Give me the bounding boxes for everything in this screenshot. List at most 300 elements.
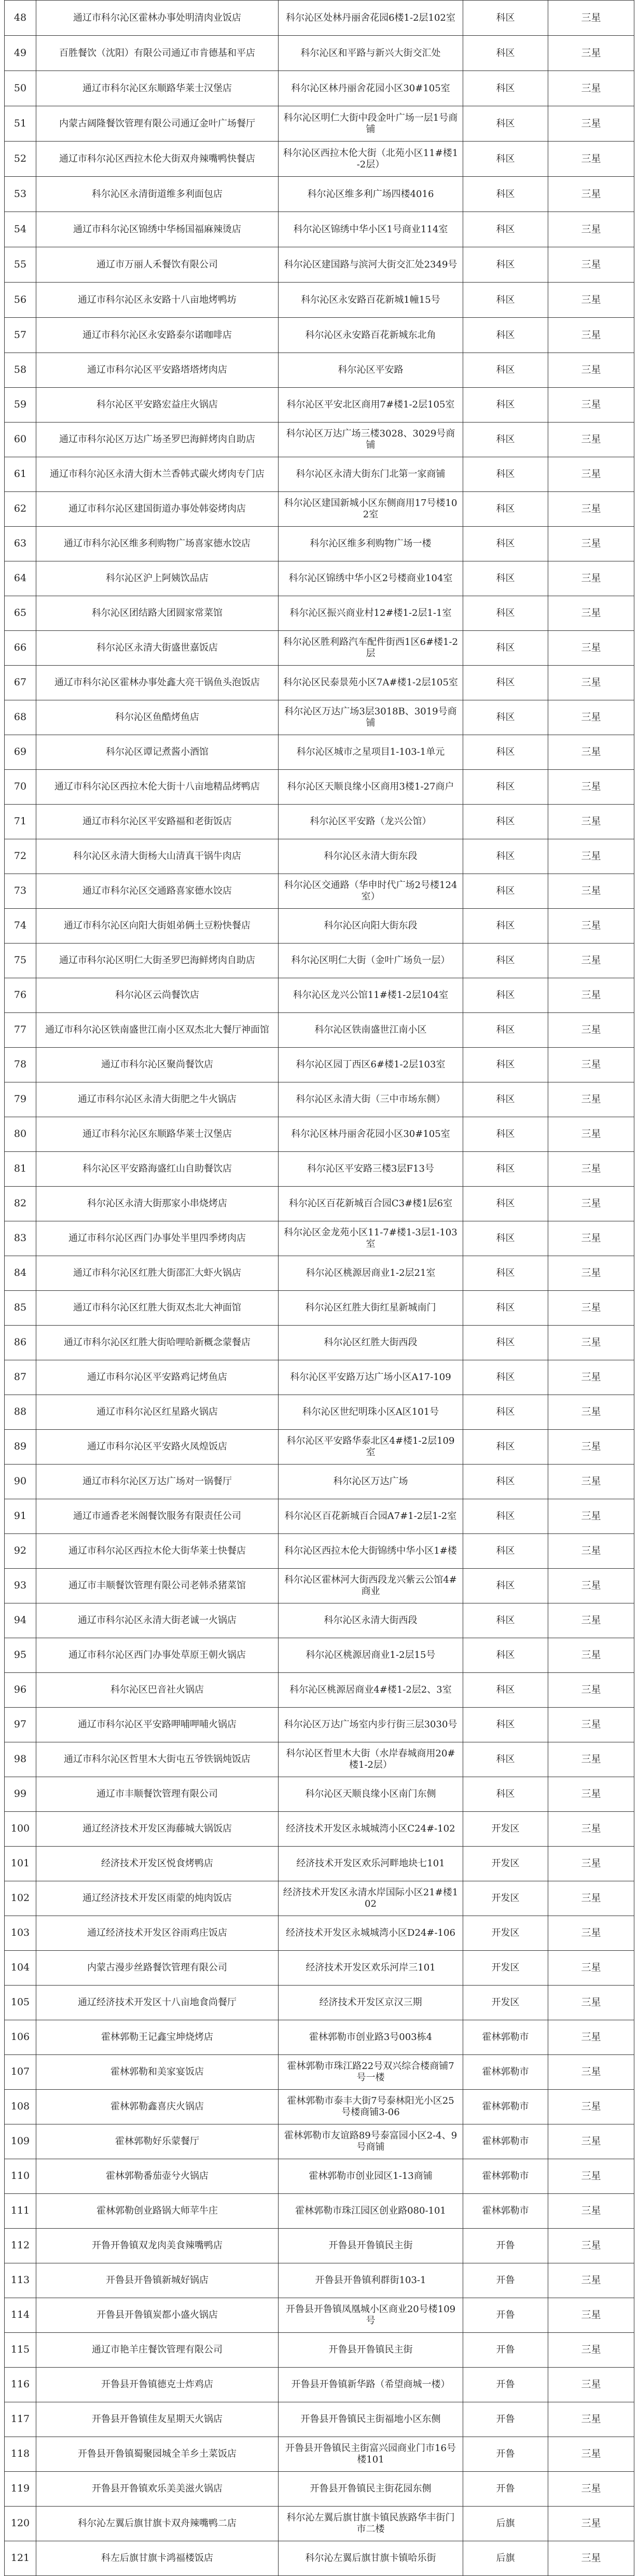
table-row [5,247,634,283]
row-number: 74 [5,909,36,944]
restaurant-name: 内蒙古漫步丝路餐饮管理有限公司 [36,1951,279,1986]
restaurant-address: 科尔沁区永清大街（三中市场东侧） [279,1082,463,1117]
restaurant-name: 霍林郭勒创业路锅大师苹牛庄 [36,2194,279,2229]
rating-level: 三星 [548,2298,634,2333]
rating-level: 三星 [548,944,634,978]
restaurant-name: 通辽市科尔沁区向阳大街姐弟俩土豆粉快餐店 [36,909,279,944]
row-number: 97 [5,1708,36,1742]
restaurant-name: 通辽市丰顺餐饮管理有限公司老韩杀猪菜馆 [36,1569,279,1603]
district: 开发区 [463,1951,548,1986]
rating-level: 三星 [548,527,634,561]
restaurant-name: 霍林郭勒番茄壶兮火锅店 [36,2159,279,2194]
table-row [5,2368,634,2402]
district: 科区 [463,1117,548,1152]
table-row [5,2194,634,2229]
restaurant-address: 科尔沁左翼后旗甘旗卡镇民族路华丰街门市二楼 [279,2507,463,2541]
table-row [5,2298,634,2333]
rating-level: 三星 [548,1256,634,1291]
restaurant-name: 科尔沁区永清大街那家小串烧烤店 [36,1187,279,1221]
rating-level: 三星 [548,1187,634,1221]
restaurant-address: 科尔沁区林丹丽舍花园小区30#105室 [279,1117,463,1152]
table-row [5,1847,634,1881]
restaurant-name: 通辽市科尔沁区西拉木伦大街华莱士快餐店 [36,1534,279,1569]
restaurant-address: 科尔沁区永清大街东段 [279,839,463,874]
district: 科区 [463,596,548,631]
rating-level: 三星 [548,909,634,944]
table-row [5,770,634,805]
rating-level: 三星 [548,492,634,527]
rating-level: 三星 [548,1048,634,1082]
restaurant-name: 通辽经济技术开发区海藤城大锅饭店 [36,1812,279,1847]
restaurant-address: 开鲁县开鲁镇民主街 [279,2229,463,2263]
table-row [5,142,634,177]
district: 开鲁 [463,2333,548,2368]
district: 开发区 [463,1847,548,1881]
district: 科区 [463,770,548,805]
table-row [5,212,634,247]
rating-level: 三星 [548,631,634,666]
row-number: 108 [5,2090,36,2124]
table-row [5,978,634,1013]
row-number: 73 [5,874,36,909]
row-number: 59 [5,388,36,423]
rating-level: 三星 [548,1812,634,1847]
table-row [5,2333,634,2368]
table-row [5,1812,634,1847]
rating-level: 三星 [548,1742,634,1777]
restaurant-address: 科尔沁区交通路（华申时代广场2号楼124室） [279,874,463,909]
row-number: 68 [5,700,36,735]
restaurant-address: 科尔沁区林丹丽舍花园小区30#105室 [279,71,463,106]
rating-level: 三星 [548,1326,634,1360]
rating-level: 三星 [548,2541,634,2576]
restaurant-name: 通辽市科尔沁区建国街道办事处韩姿烤肉店 [36,492,279,527]
rating-level: 三星 [548,1430,634,1465]
row-number: 109 [5,2124,36,2159]
table-row [5,2229,634,2263]
restaurant-address: 科尔沁区万达广场 [279,1465,463,1499]
rating-level: 三星 [548,1986,634,2020]
district: 科区 [463,909,548,944]
rating-level: 三星 [548,666,634,700]
rating-level: 三星 [548,2333,634,2368]
row-number: 106 [5,2020,36,2055]
rating-level: 三星 [548,388,634,423]
table-row [5,2263,634,2298]
row-number: 64 [5,561,36,596]
district: 科区 [463,1291,548,1326]
table-row [5,1360,634,1395]
restaurant-address: 科尔沁区天顺良缘小区南门东侧 [279,1777,463,1812]
restaurant-name: 通辽市科尔沁区红胜大街双杰北大神面馆 [36,1291,279,1326]
row-number: 65 [5,596,36,631]
restaurant-name: 开鲁县开鲁镇佳友星期天火锅店 [36,2402,279,2437]
row-number: 111 [5,2194,36,2229]
restaurant-name: 通辽市科尔沁区霍林办事处鑫大亮干锅鱼头泡饭店 [36,666,279,700]
rating-level: 三星 [548,2263,634,2298]
row-number: 50 [5,71,36,106]
restaurant-address: 科尔沁左翼后旗甘旗卡镇哈乐街 [279,2541,463,2576]
row-number: 70 [5,770,36,805]
restaurant-name: 通辽市科尔沁区平安路鸡记烤鱼店 [36,1360,279,1395]
restaurant-name: 科尔沁区平安路海盛红山自助餐饮店 [36,1152,279,1187]
district: 科区 [463,1777,548,1812]
row-number: 120 [5,2507,36,2541]
rating-level: 三星 [548,805,634,839]
rating-level: 三星 [548,874,634,909]
district: 科区 [463,805,548,839]
restaurant-address: 科尔沁区建国新城小区东侧商用17号楼102室 [279,492,463,527]
restaurant-address: 霍林郭勒市泰丰大街7号泰林阳光小区25号楼商铺3-06 [279,2090,463,2124]
row-number: 79 [5,1082,36,1117]
table-row [5,1951,634,1986]
restaurant-name: 科尔沁区谭记煮酱小酒馆 [36,735,279,770]
row-number: 102 [5,1881,36,1916]
table-row [5,2124,634,2159]
district: 科区 [463,1638,548,1673]
restaurant-name: 霍林郭勒和美家宴饭店 [36,2055,279,2090]
table-row [5,1291,634,1326]
table-row [5,1326,634,1360]
restaurant-address: 科尔沁区平安路（龙兴公馆） [279,805,463,839]
restaurant-address: 科尔沁区和平路与新兴大街交汇处 [279,36,463,71]
rating-level: 三星 [548,1013,634,1048]
row-number: 48 [5,1,36,36]
district: 霍林郭勒市 [463,2124,548,2159]
district: 霍林郭勒市 [463,2090,548,2124]
restaurant-address: 开鲁县开鲁镇民主街 [279,2333,463,2368]
table-row [5,1534,634,1569]
row-number: 63 [5,527,36,561]
restaurant-address: 科尔沁区金龙苑小区11-7#楼1-3层1-103室 [279,1221,463,1256]
restaurant-name: 科尔沁区永清大街杨大山清真干锅牛肉店 [36,839,279,874]
rating-level: 三星 [548,177,634,212]
restaurant-address: 科尔沁区振兴商业村12#楼1-2层1-1室 [279,596,463,631]
table-row [5,1881,634,1916]
table-row [5,177,634,212]
rating-level: 三星 [548,106,634,142]
restaurant-name: 通辽市科尔沁区西拉木伦大街双舟辣嘴鸭快餐店 [36,142,279,177]
rating-level: 三星 [548,839,634,874]
district: 科区 [463,1221,548,1256]
row-number: 81 [5,1152,36,1187]
restaurant-name: 通辽市科尔沁区东顺路华莱士汉堡店 [36,1117,279,1152]
district: 科区 [463,1673,548,1708]
district: 开鲁 [463,2402,548,2437]
table-row [5,874,634,909]
row-number: 76 [5,978,36,1013]
rating-level: 三星 [548,700,634,735]
district: 科区 [463,1430,548,1465]
restaurant-address: 开鲁县开鲁镇民主街富兴园商业门市16号楼101 [279,2437,463,2472]
restaurant-address: 科尔沁区平安路 [279,353,463,388]
rating-level: 三星 [548,2124,634,2159]
restaurant-address: 霍林郭勒市创业园区1-13商铺 [279,2159,463,2194]
district: 霍林郭勒市 [463,2159,548,2194]
restaurant-name: 通辽市丰顺餐饮管理有限公司 [36,1777,279,1812]
restaurant-name: 通辽市科尔沁区平安路呷哺呷哺火锅店 [36,1708,279,1742]
district: 开发区 [463,1986,548,2020]
table-row [5,1777,634,1812]
rating-level: 三星 [548,2055,634,2090]
table-body [5,1,634,2576]
district: 科区 [463,1013,548,1048]
row-number: 58 [5,353,36,388]
table-row [5,1465,634,1499]
table-row [5,527,634,561]
restaurant-address: 经济技术开发区永清水岸国际小区21#楼102 [279,1881,463,1916]
row-number: 86 [5,1326,36,1360]
restaurant-name: 通辽市科尔沁区西拉木伦大街十八亩地精品烤鸭店 [36,770,279,805]
restaurant-address: 经济技术开发区永城城湾小区D24#-106 [279,1916,463,1951]
rating-level: 三星 [548,142,634,177]
district: 科区 [463,839,548,874]
table-row [5,2437,634,2472]
restaurant-address: 科尔沁区百花新城百合园C3#楼1层6室 [279,1187,463,1221]
row-number: 51 [5,106,36,142]
row-number: 113 [5,2263,36,2298]
rating-level: 三星 [548,2402,634,2437]
restaurant-name: 霍林郭勒好乐蒙餐厅 [36,2124,279,2159]
restaurant-address: 科尔沁区永清大街东门北第一家商铺 [279,457,463,492]
table-row [5,2020,634,2055]
row-number: 87 [5,1360,36,1395]
district: 科区 [463,1187,548,1221]
row-number: 117 [5,2402,36,2437]
rating-level: 三星 [548,1152,634,1187]
restaurant-address: 科尔沁区桃源居商业4#楼1-2层2、3室 [279,1673,463,1708]
table-row [5,388,634,423]
rating-level: 三星 [548,1,634,36]
district: 科区 [463,978,548,1013]
restaurant-address: 经济技术开发区京汉三期 [279,1986,463,2020]
restaurant-name: 通辽市科尔沁区平安路火凤煌饭店 [36,1430,279,1465]
restaurant-name: 通辽市科尔沁区平安路福和老街饭店 [36,805,279,839]
table-row [5,805,634,839]
table-row [5,1499,634,1534]
row-number: 103 [5,1916,36,1951]
table-row [5,71,634,106]
table-row [5,1742,634,1777]
restaurant-name: 科尔沁区巴音社火锅店 [36,1673,279,1708]
table-row [5,1603,634,1638]
restaurant-address: 科尔沁区天顺良缘小区商用3楼1-27商户 [279,770,463,805]
restaurant-address: 科尔沁区红胜大街西段 [279,1326,463,1360]
row-number: 77 [5,1013,36,1048]
restaurant-address: 科尔沁区永清大街西段 [279,1603,463,1638]
rating-level: 三星 [548,1777,634,1812]
row-number: 114 [5,2298,36,2333]
table-row [5,2472,634,2507]
restaurant-name: 科尔沁区鱼酷烤鱼店 [36,700,279,735]
restaurant-name: 开鲁县开鲁镇蜀聚园城全羊乡土菜饭店 [36,2437,279,2472]
restaurant-name: 通辽市科尔沁区交通路喜家德水饺店 [36,874,279,909]
restaurant-name: 通辽经济技术开发区雨蒙的炖肉饭店 [36,1881,279,1916]
row-number: 82 [5,1187,36,1221]
row-number: 54 [5,212,36,247]
rating-level: 三星 [548,1569,634,1603]
table-row [5,909,634,944]
row-number: 71 [5,805,36,839]
table-row [5,36,634,71]
row-number: 80 [5,1117,36,1152]
table-row [5,1638,634,1673]
restaurant-address: 科尔沁区万达广场室内步行街三层3030号 [279,1708,463,1742]
restaurant-address: 科尔沁区明仁大街（金叶广场负一层） [279,944,463,978]
district: 科区 [463,423,548,457]
table-row [5,2055,634,2090]
row-number: 107 [5,2055,36,2090]
row-number: 61 [5,457,36,492]
district: 科区 [463,700,548,735]
restaurant-address: 科尔沁区万达广场三楼3028、3029号商铺 [279,423,463,457]
district: 开鲁 [463,2437,548,2472]
rating-level: 三星 [548,1708,634,1742]
table-row [5,839,634,874]
row-number: 104 [5,1951,36,1986]
row-number: 116 [5,2368,36,2402]
rating-level: 三星 [548,1638,634,1673]
restaurant-name: 通辽市科尔沁区哲里木大街屯五爷铁锅炖饭店 [36,1742,279,1777]
district: 开鲁 [463,2229,548,2263]
row-number: 98 [5,1742,36,1777]
district: 开鲁 [463,2263,548,2298]
district: 科区 [463,1,548,36]
rating-level: 三星 [548,1534,634,1569]
district: 科区 [463,561,548,596]
restaurant-name: 通辽市科尔沁区永安路十八亩地烤鸭坊 [36,283,279,318]
row-number: 85 [5,1291,36,1326]
row-number: 56 [5,283,36,318]
row-number: 95 [5,1638,36,1673]
restaurant-address: 科尔沁区锦绣中华小区1号商业114室 [279,212,463,247]
district: 科区 [463,874,548,909]
rating-level: 三星 [548,2090,634,2124]
row-number: 75 [5,944,36,978]
restaurant-address: 开鲁县开鲁镇民主街福地小区东侧 [279,2402,463,2437]
restaurant-address: 科尔沁区向阳大街东段 [279,909,463,944]
district: 科区 [463,631,548,666]
restaurant-name: 科尔沁区云尚餐饮店 [36,978,279,1013]
rating-level: 三星 [548,770,634,805]
rating-level: 三星 [548,1881,634,1916]
rating-level: 三星 [548,212,634,247]
restaurant-address: 霍林郭勒市友谊路89号泰富园小区2-4、9号商铺 [279,2124,463,2159]
table-row [5,1673,634,1708]
table-row [5,106,634,142]
restaurant-name: 开鲁县开鲁镇炭都小盛火锅店 [36,2298,279,2333]
restaurant-address: 科尔沁区西拉木伦大街锦绣中华小区1#楼 [279,1534,463,1569]
table-row [5,1187,634,1221]
restaurant-address: 科尔沁区铁南盛世江南小区 [279,1013,463,1048]
restaurant-name: 通辽市科尔沁区永清大街老诚一火锅店 [36,1603,279,1638]
district: 开鲁 [463,2298,548,2333]
restaurant-name: 通辽市艳羊庄餐饮管理有限公司 [36,2333,279,2368]
district: 开鲁 [463,2472,548,2507]
rating-level: 三星 [548,1673,634,1708]
district: 科区 [463,1360,548,1395]
district: 科区 [463,283,548,318]
restaurant-name: 开鲁县开鲁镇欢乐美美滋火锅店 [36,2472,279,2507]
restaurant-name: 通辽市科尔沁区聚尚餐饮店 [36,1048,279,1082]
rating-level: 三星 [548,2229,634,2263]
district: 科区 [463,318,548,353]
restaurant-address: 经济技术开发区永城城湾小区C24#-102 [279,1812,463,1847]
district: 科区 [463,527,548,561]
row-number: 69 [5,735,36,770]
district: 科区 [463,492,548,527]
restaurant-name: 通辽市科尔沁区东顺路华莱士汉堡店 [36,71,279,106]
table-row [5,423,634,457]
restaurant-address: 科尔沁区红胜大街红星新城南门 [279,1291,463,1326]
table-row [5,457,634,492]
restaurant-address: 科尔沁区平安路万达广场小区A17-109 [279,1360,463,1395]
table-row [5,2402,634,2437]
district: 科区 [463,1152,548,1187]
rating-level: 三星 [548,1847,634,1881]
district: 科区 [463,36,548,71]
restaurant-address: 科尔沁区建国路与滨河大街交汇处2349号 [279,247,463,283]
restaurant-address: 科尔沁区哲里木大街（水岸春城商用20#楼1-2层） [279,1742,463,1777]
restaurant-name: 通辽市科尔沁区万达广场圣罗巴海鲜烤肉自助店 [36,423,279,457]
rating-level: 三星 [548,423,634,457]
rating-level: 三星 [548,71,634,106]
rating-level: 三星 [548,1082,634,1117]
row-number: 72 [5,839,36,874]
rating-level: 三星 [548,2437,634,2472]
district: 科区 [463,457,548,492]
district: 科区 [463,353,548,388]
rating-level: 三星 [548,353,634,388]
rating-level: 三星 [548,318,634,353]
restaurant-address: 科尔沁区桃源居商业1-2层21室 [279,1256,463,1291]
restaurant-name: 通辽市科尔沁区西门办事处半里四季烤肉店 [36,1221,279,1256]
district: 科区 [463,1048,548,1082]
restaurant-address: 科尔沁区永安路百花新城东北角 [279,318,463,353]
table-row [5,1256,634,1291]
restaurant-name: 科尔沁区沪上阿姨饮品店 [36,561,279,596]
district: 科区 [463,1465,548,1499]
restaurant-name: 通辽市科尔沁区西门办事处草原王朝火锅店 [36,1638,279,1673]
restaurant-name: 通辽市科尔沁区永清大街肥之牛火锅店 [36,1082,279,1117]
row-number: 88 [5,1395,36,1430]
row-number: 53 [5,177,36,212]
district: 科区 [463,247,548,283]
rating-level: 三星 [548,1360,634,1395]
restaurant-name: 通辽市科尔沁区红胜大街邵汇大虾火锅店 [36,1256,279,1291]
table-row [5,1986,634,2020]
table-row [5,1395,634,1430]
restaurant-name: 通辽市科尔沁区平安路塔塔烤肉店 [36,353,279,388]
table-row [5,1430,634,1465]
rating-level: 三星 [548,2472,634,2507]
district: 科区 [463,212,548,247]
restaurant-address: 开鲁县开鲁镇利群街103-1 [279,2263,463,2298]
row-number: 92 [5,1534,36,1569]
row-number: 89 [5,1430,36,1465]
restaurant-name: 内蒙古阔隆餐饮管理有限公司通辽金叶广场餐厅 [36,106,279,142]
rating-level: 三星 [548,2368,634,2402]
table-row [5,944,634,978]
restaurant-address: 科尔沁区维多利购物广场一楼 [279,527,463,561]
row-number: 121 [5,2541,36,2576]
row-number: 67 [5,666,36,700]
district: 科区 [463,1395,548,1430]
table-row [5,1,634,36]
rating-level: 三星 [548,36,634,71]
row-number: 84 [5,1256,36,1291]
restaurant-name: 通辽市科尔沁区红星路火锅店 [36,1395,279,1430]
